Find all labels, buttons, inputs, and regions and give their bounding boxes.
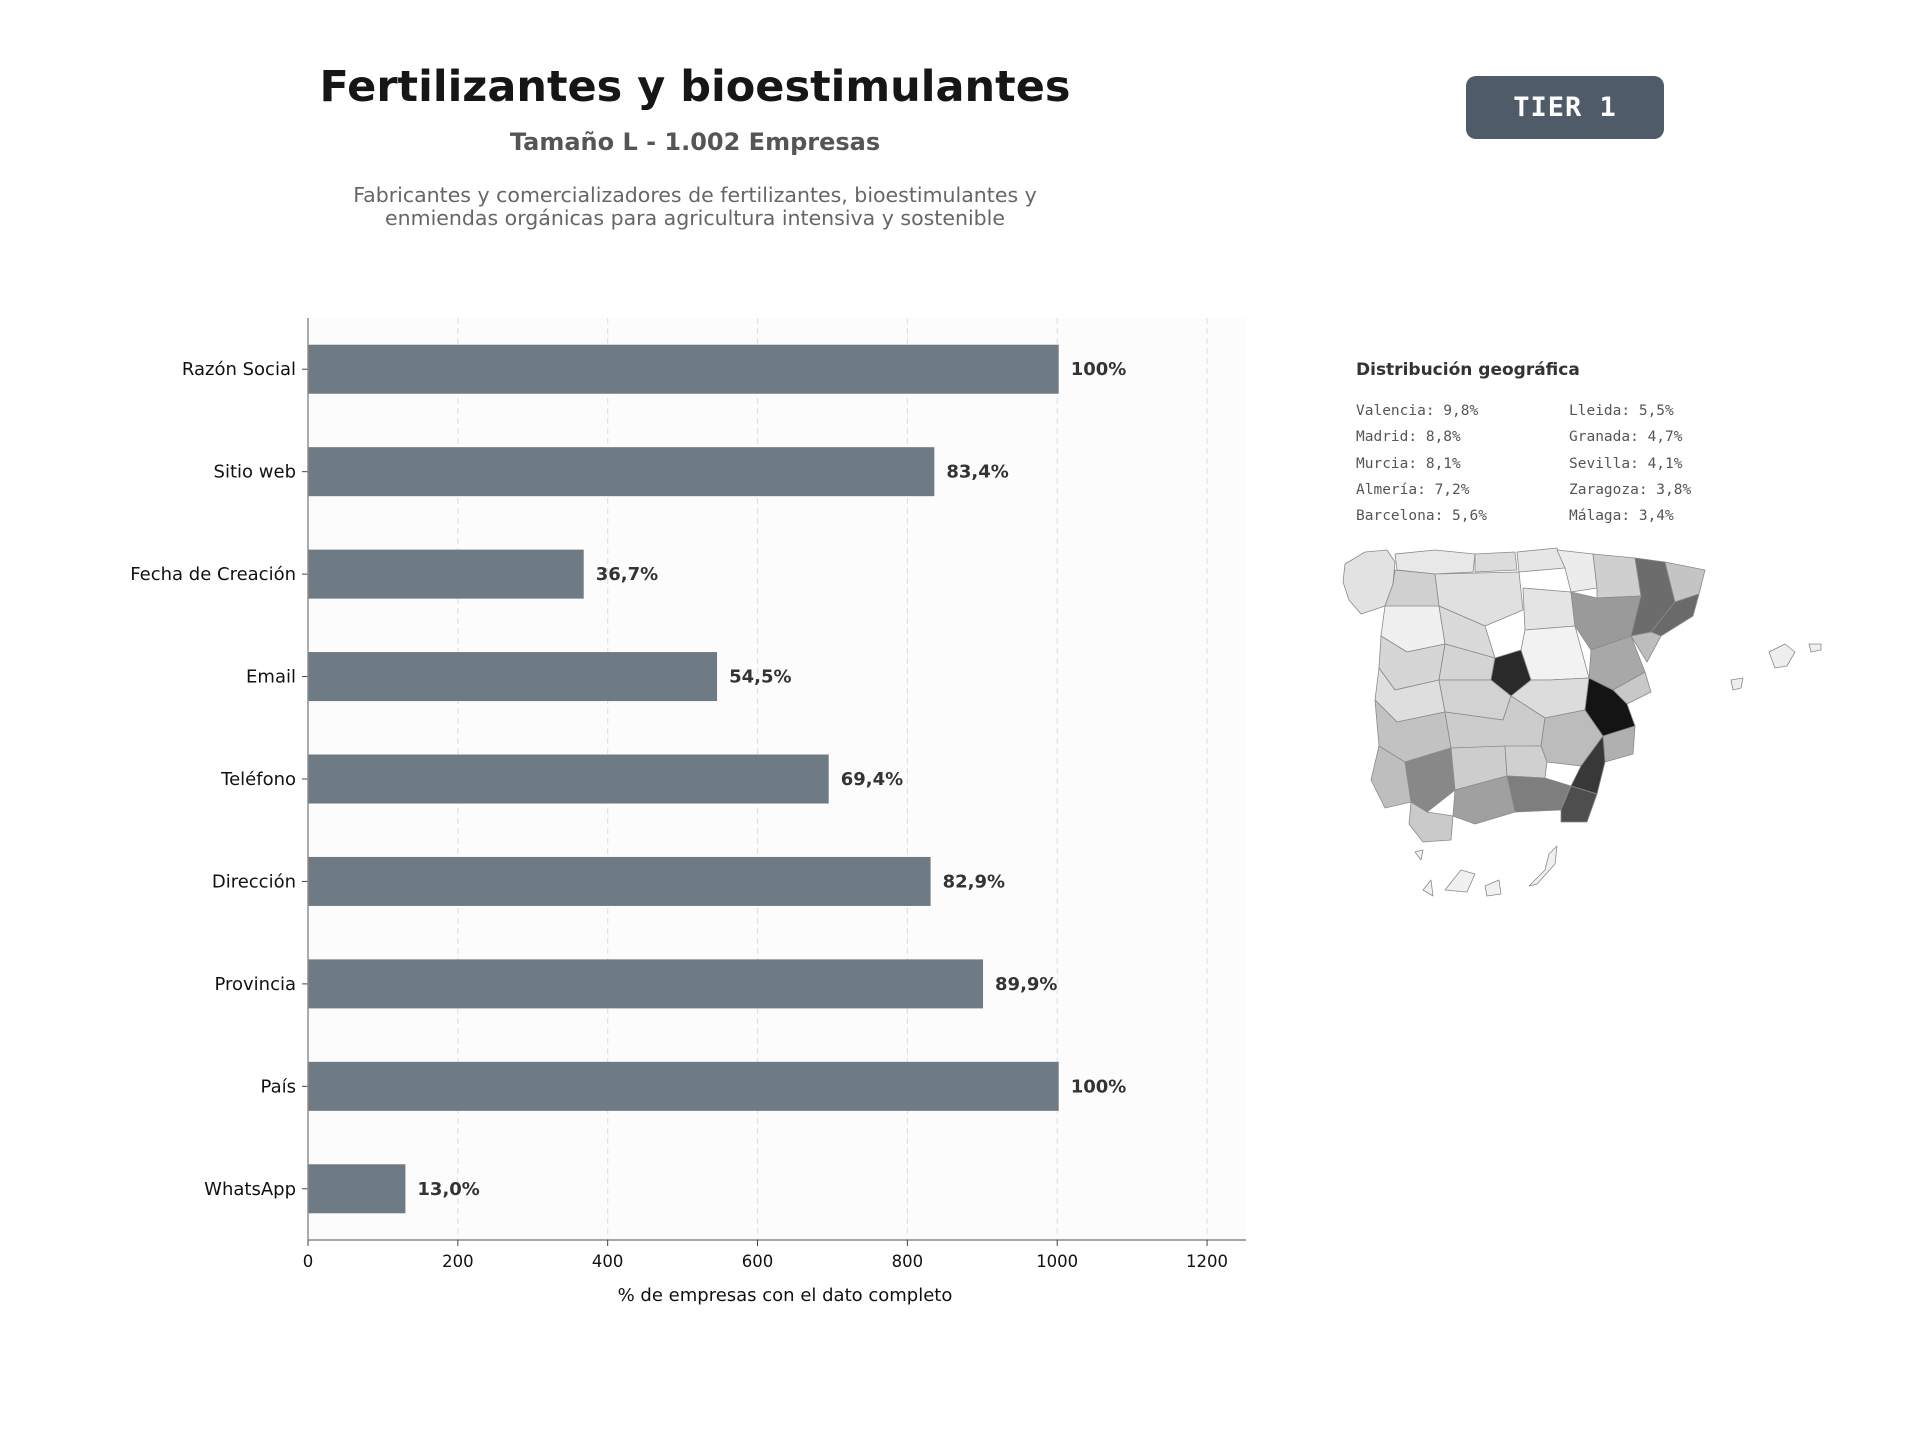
data-label: 83,4% [946, 461, 1009, 483]
region-canarias-5 [1415, 850, 1423, 860]
region-canarias-1 [1423, 880, 1433, 896]
bar-8 [308, 1164, 405, 1213]
data-label: 69,4% [840, 769, 904, 790]
x-tick-label: 1000 [1036, 1252, 1079, 1271]
region-soria [1523, 588, 1575, 630]
data-label: 100% [1070, 359, 1127, 381]
geo-item: Almería: 7,2% [1356, 481, 1470, 498]
tier-badge: TIER 1 [1466, 76, 1664, 139]
bar-3 [308, 652, 717, 701]
category-label: Email [246, 666, 296, 688]
region-menorca [1809, 644, 1821, 652]
bar-5 [308, 857, 931, 906]
description-line-2: enmiendas orgánicas para agricultura intensiva y sostenible [385, 206, 1005, 230]
description-line-1: Fabricantes y comercializadores de fertilizantes, bioestimulantes y [353, 183, 1037, 207]
category-label: Dirección [211, 871, 296, 893]
data-label: 54,5% [729, 666, 792, 688]
region-canarias-2 [1445, 870, 1475, 892]
x-tick-label: 600 [741, 1252, 774, 1271]
region-mallorca [1769, 644, 1795, 668]
bar-6 [308, 959, 983, 1008]
category-label: WhatsApp [204, 1178, 296, 1200]
x-tick-label: 1200 [1186, 1252, 1229, 1271]
region-huesca [1593, 554, 1641, 598]
category-label: Fecha de Creación [130, 564, 296, 586]
category-label: Provincia [214, 973, 296, 995]
geo-item: Valencia: 9,8% [1356, 403, 1479, 419]
region-granada [1507, 776, 1571, 812]
data-label: 89,9% [995, 973, 1058, 995]
x-tick-label: 0 [302, 1252, 314, 1271]
category-label: País [260, 1076, 296, 1098]
data-label: 13,0% [417, 1178, 480, 1200]
geo-item: Barcelona: 5,6% [1356, 508, 1487, 525]
spain-map [1335, 540, 1845, 900]
geo-item: Granada: 4,7% [1569, 429, 1683, 446]
x-axis-label: % de empresas con el dato completo [617, 1285, 953, 1306]
bar-4 [308, 755, 829, 804]
geo-item: Sevilla: 4,1% [1569, 455, 1683, 472]
geo-item: Zaragoza: 3,8% [1569, 481, 1692, 498]
geo-item: Murcia: 8,1% [1356, 455, 1461, 472]
category-label: Razón Social [181, 359, 296, 381]
x-tick-label: 800 [891, 1252, 924, 1271]
region-navarra [1557, 550, 1597, 592]
x-tick-label: 200 [442, 1252, 474, 1271]
region-cantabria [1475, 552, 1517, 572]
data-label: 36,7% [595, 564, 659, 586]
data-label: 100% [1070, 1076, 1127, 1098]
region-ibiza [1731, 678, 1743, 690]
category-label: Teléfono [221, 769, 296, 790]
region-guadalajara [1521, 626, 1589, 680]
bar-1 [308, 447, 934, 496]
region-jaen [1505, 746, 1547, 778]
bar-2 [308, 550, 584, 599]
page-subtitle: Tamaño L - 1.002 Empresas [509, 128, 881, 156]
data-label: 82,9% [942, 871, 1006, 893]
geo-item: Madrid: 8,8% [1356, 429, 1461, 446]
category-label: Sitio web [213, 461, 296, 483]
region-canarias-3 [1485, 880, 1501, 896]
page-title: Fertilizantes y bioestimulantes [319, 62, 1071, 112]
region-asturias [1395, 550, 1475, 574]
geo-item: Málaga: 3,4% [1569, 508, 1674, 525]
x-tick-label: 400 [591, 1252, 624, 1271]
geo-list-col-1 [1356, 398, 1487, 529]
geo-list-col-2 [1569, 398, 1691, 529]
region-canarias-4 [1529, 846, 1557, 886]
geo-item: Lleida: 5,5% [1569, 403, 1674, 419]
bar-0 [308, 345, 1059, 394]
bar-7 [308, 1062, 1059, 1111]
geo-title: Distribución geográfica [1356, 360, 1580, 380]
